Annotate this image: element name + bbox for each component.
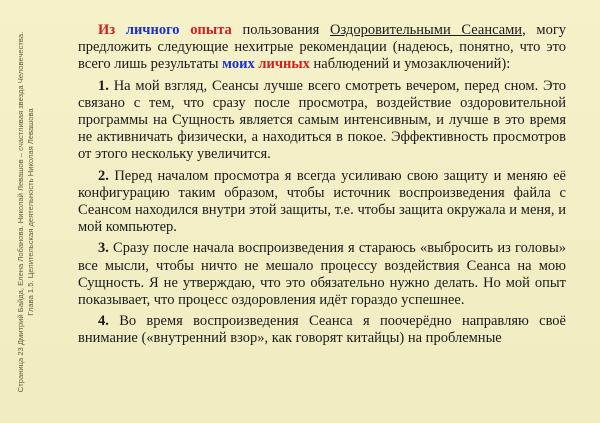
intro-paragraph	[78, 22, 566, 74]
document-body	[78, 22, 566, 352]
intro-text-3: наблюдений и умозаключений):	[309, 56, 511, 73]
intro-word-5: личных	[258, 56, 310, 73]
intro-word-2: личного	[125, 22, 180, 38]
recommendation-text: На мой взгляд, Сеансы лучше всего смотреть вечером, перед сном. Это связано с тем, что сразу после просмотра, воздействие оздоровительной программы на Сущность является самым интенсивным, и лучше в это время не активничать физически, а находиться в покое. Эффективность просмотров от этого нескольку увеличится.	[78, 77, 566, 163]
recommendation-3	[78, 240, 566, 309]
intro-text-2: , могу предложить следующие нехитрые рекомендации (надеюсь, понятно, что это всего лишь результаты	[78, 22, 567, 73]
recommendation-2	[78, 168, 566, 237]
intro-word-1: Из	[98, 22, 116, 38]
intro-word-3: опыта	[190, 22, 232, 38]
intro-underlined-term: Оздоровительными Сеансами	[330, 22, 523, 38]
recommendation-number: 3.	[98, 240, 109, 257]
intro-text-1: пользования	[231, 22, 330, 38]
recommendation-4	[78, 313, 566, 347]
recommendation-number: 2.	[98, 167, 109, 184]
recommendation-1	[78, 78, 566, 164]
recommendation-text: Перед началом просмотра я всегда усиливаю свою защиту и меняю её конфигурацию таким образом, чтобы источник воспроизведения файла с Сеансом находился внутри этой защиты, т.е. чтобы защита окружала и меня, и мой компьютер.	[78, 167, 566, 236]
side-caption-line-2: Глава 1.5. Целительская деятельность Николая Левашова	[25, 108, 35, 316]
intro-word-4: моих	[222, 56, 255, 73]
recommendation-text: Во время воспроизведения Сеанса я поочерёдно направляю своё внимание («внутренний взор», как говорят китайцы) на проблемные	[78, 313, 566, 347]
recommendation-text: Сразу после начала воспроизведения я стараюсь «выбросить из головы» все мысли, чтобы ничто не мешало процессу воздействия Сеанса на мою Сущность. Я не утверждаю, что это обязательно нужно делать. Но мой опыт показывает, что процесс оздоровления идёт гораздо успешнее.	[78, 240, 566, 309]
side-caption	[16, 12, 56, 412]
recommendation-number: 4.	[98, 313, 109, 330]
recommendation-number: 1.	[98, 77, 109, 94]
side-caption-line-1: Страница 23 Дмитрий Байда, Елена Лобанова. Николай Левашов – счастливая звезда Человечества.	[16, 31, 25, 393]
